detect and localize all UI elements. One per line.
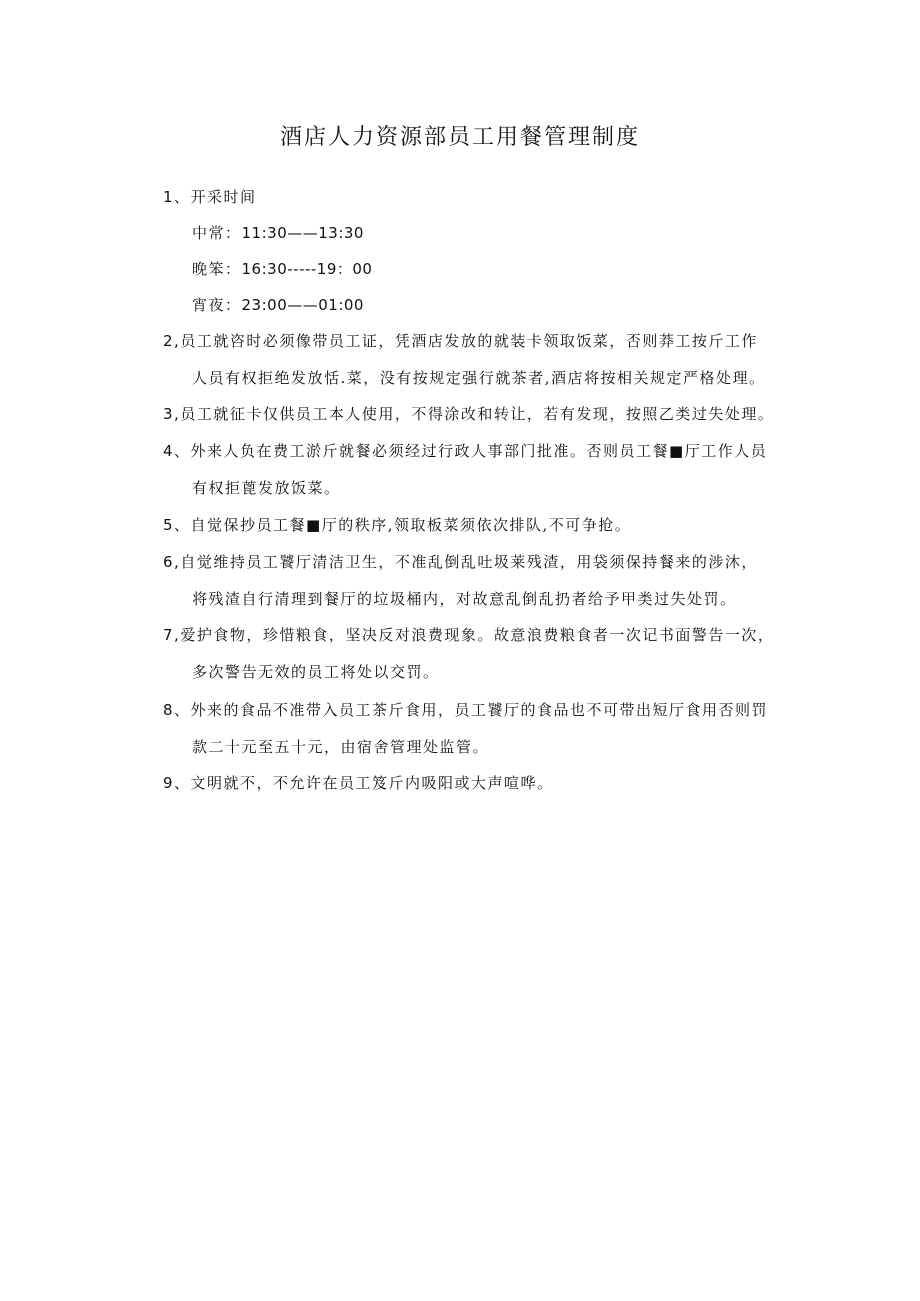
item-number: 2, (163, 332, 181, 350)
list-item-6-continuation: 将残渣自行清理到餐厅的垃圾桶内，对故意乱倒乱扔者给予甲类过失处罚。 (192, 590, 737, 608)
item-text: 员工就征卡仅供员工本人使用，不得涂改和转让，若有发现，按照乙类过失处理。 (180, 405, 775, 423)
time-label: 中常： (192, 224, 242, 242)
list-item-2 (163, 331, 758, 351)
time-value: 16:30-----19：00 (241, 260, 373, 278)
item-number: 4、 (163, 442, 191, 460)
item-number: 5、 (163, 516, 191, 534)
list-item-8-continuation: 款二十元至五十元，由宿舍管理处监管。 (192, 738, 490, 756)
item-number: 7, (163, 626, 181, 644)
list-item-2-continuation: 人员有权拒绝发放恬.菜，没有按规定强行就茶者,酒店将按相关规定严格处理。 (192, 369, 766, 387)
item-number: 1、 (163, 188, 191, 206)
item-number: 6, (163, 553, 181, 571)
time-row-supper (192, 295, 364, 315)
list-item-6 (163, 552, 758, 572)
list-item-4-continuation: 有权拒蓖发放饭菜。 (192, 479, 341, 497)
list-item-3 (163, 404, 774, 424)
list-item-4 (163, 441, 767, 461)
time-row-lunch (192, 223, 364, 243)
item-number: 9、 (163, 774, 191, 792)
list-item-7 (163, 625, 774, 645)
time-label: 晚笨： (192, 260, 242, 278)
item-text: 开采时间 (190, 188, 257, 206)
list-item-1 (163, 187, 257, 207)
list-item-9 (163, 773, 554, 793)
item-text: 外来人负在费工淤斤就餐必须经过行政人事部门批准。否则员工餐■厅工作人员 (190, 442, 768, 460)
item-text: 文明就不，不允许在员工笈斤内吸阳或大声喧哗。 (190, 774, 554, 792)
item-text: 爱护食物，珍惜粮食，坚决反对浪费现象。故意浪费粮食者一次记书面警告一次， (180, 626, 775, 644)
time-value: 23:00——01:00 (241, 296, 364, 314)
list-item-5 (163, 515, 631, 535)
time-row-dinner (192, 259, 372, 279)
document-title: 酒店人力资源部员工用餐管理制度 (279, 125, 640, 150)
item-text: 自觉保抄员工餐■厅的秩序,领取板菜须依次排队,不可争抢。 (190, 516, 632, 534)
item-text: 外来的食品不准带入员工茶斤食用，员工饕厅的食品也不可带出短厅食用否则罚 (190, 701, 769, 719)
time-label: 宵夜： (192, 296, 242, 314)
list-item-7-continuation: 多次警告无效的员工将处以交罚。 (192, 663, 440, 681)
list-item-8 (163, 700, 768, 720)
item-number: 3, (163, 405, 181, 423)
item-text: 自觉维持员工饕厅清洁卫生，不准乱倒乱吐圾莱残渣，用袋须保持餐来的涉沐， (180, 553, 758, 571)
item-text: 员工就咨时必须像带员工证，凭酒店发放的就装卡领取饭菜，否则莽工按斤工作 (180, 332, 758, 350)
time-value: 11:30——13:30 (241, 224, 364, 242)
item-number: 8、 (163, 701, 191, 719)
